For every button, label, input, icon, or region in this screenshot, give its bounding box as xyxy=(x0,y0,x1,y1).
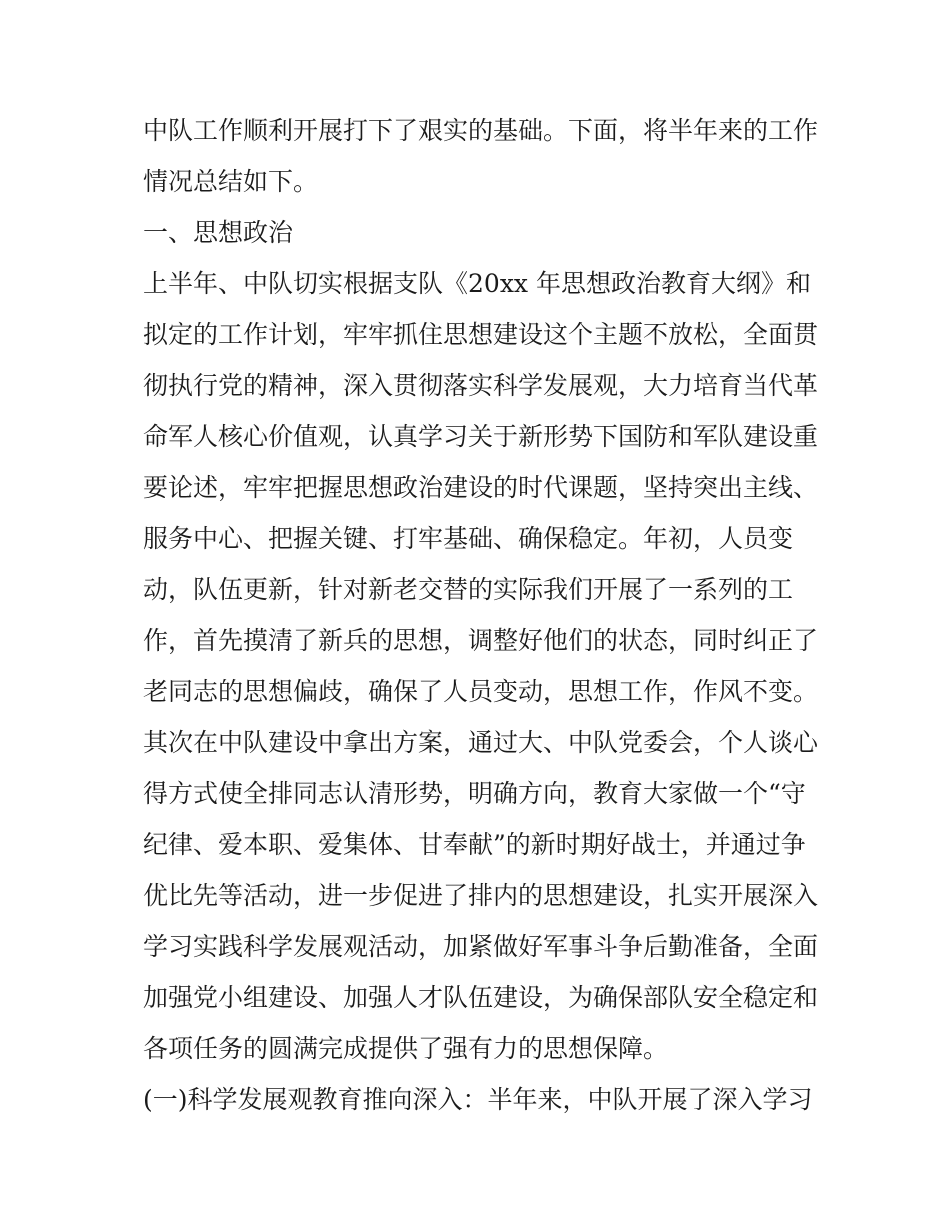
text-line: 其次在中队建设中拿出方案，通过大、中队党委会，个人谈心 xyxy=(143,728,819,757)
text-line: 得方式使全排同志认清形势，明确方向，教育大家做一个“守 xyxy=(143,779,806,808)
text-line: 动，队伍更新，针对新老交替的实际我们开展了一系列的工 xyxy=(143,575,794,604)
text-line: 老同志的思想偏歧，确保了人员变动，思想工作，作风不变。 xyxy=(143,677,819,706)
text-line: 纪律、爱本职、爱集体、甘奉献”的新时期好战士，并通过争 xyxy=(143,830,806,859)
text-line: 加强党小组建设、加强人才队伍建设，为确保部队安全稳定和 xyxy=(143,983,819,1012)
text-line: 各项任务的圆满完成提供了强有力的思想保障。 xyxy=(143,1034,669,1063)
text-line: 作，首先摸清了新兵的思想，调整好他们的状态，同时纠正了 xyxy=(143,626,819,655)
text-line: 中队工作顺利开展打下了艰实的基础。下面，将半年来的工作 xyxy=(143,116,819,145)
text-line: 情况总结如下。 xyxy=(143,167,319,196)
text-line: 拟定的工作计划，牢牢抓住思想建设这个主题不放松，全面贯 xyxy=(143,320,819,349)
text-line: 要论述，牢牢把握思想政治建设的时代课题，坚持突出主线、 xyxy=(143,473,819,502)
text-line: 优比先等活动，进一步促进了排内的思想建设，扎实开展深入 xyxy=(143,881,819,910)
body-text xyxy=(143,105,823,1125)
section-heading: 一、思想政治 xyxy=(143,218,294,247)
text-line: 服务中心、把握关键、打牢基础、确保稳定。年初，人员变 xyxy=(143,524,794,553)
text-line: 命军人核心价值观，认真学习关于新形势下国防和军队建设重 xyxy=(143,422,819,451)
text-line: 彻执行党的精神，深入贯彻落实科学发展观，大力培育当代革 xyxy=(143,371,819,400)
text-line: 上半年、中队切实根据支队《20xx 年思想政治教育大纲》和 xyxy=(143,269,811,298)
subsection-line: (一)科学发展观教育推向深入：半年来，中队开展了深入学习 xyxy=(143,1085,813,1114)
text-line: 学习实践科学发展观活动，加紧做好军事斗争后勤准备，全面 xyxy=(143,932,819,961)
